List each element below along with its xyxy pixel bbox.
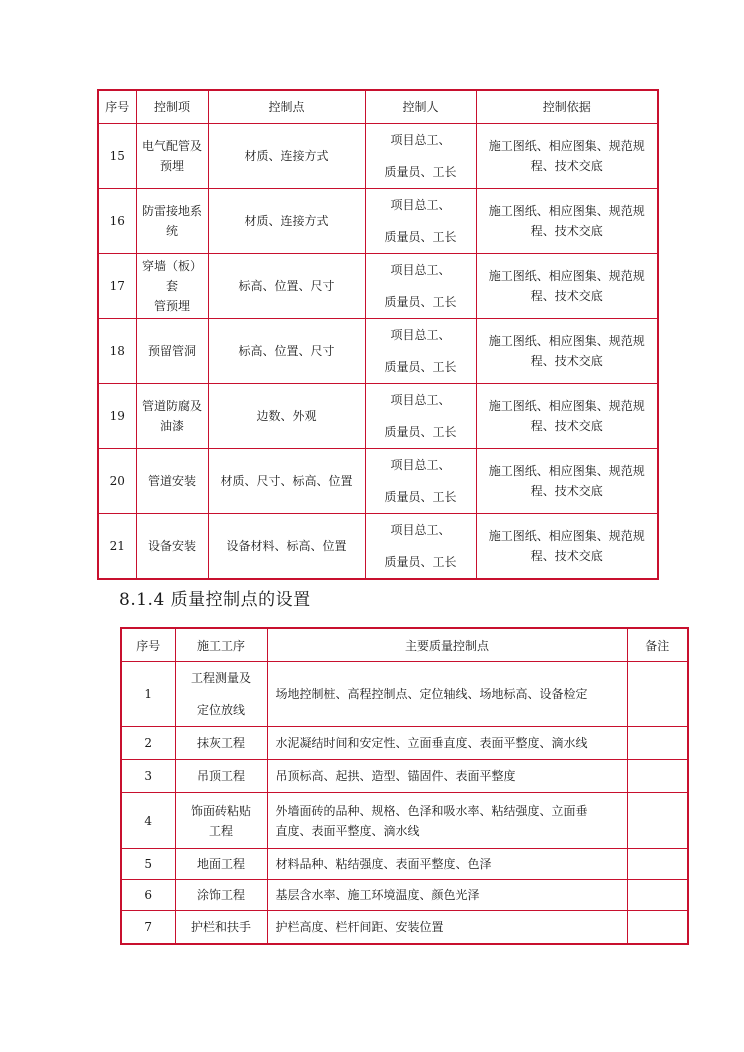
row-seq: 15 [98, 124, 136, 189]
row-control-point: 材质、连接方式 [208, 189, 365, 254]
row-control-basis: 施工图纸、相应图集、规范规 程、技术交底 [476, 319, 658, 384]
header-note: 备注 [627, 628, 688, 662]
header-control-item: 控制项 [136, 90, 208, 124]
row-seq: 17 [98, 254, 136, 319]
table-row [121, 760, 688, 793]
header-controller: 控制人 [365, 90, 476, 124]
row-process: 饰面砖粘贴 工程 [175, 793, 267, 849]
table-header-row [121, 628, 688, 662]
table-row [98, 449, 658, 514]
row-process: 抹灰工程 [175, 727, 267, 760]
header-control-basis: 控制依据 [476, 90, 658, 124]
table-row [121, 849, 688, 880]
row-seq: 4 [121, 793, 175, 849]
row-control-basis: 施工图纸、相应图集、规范规 程、技术交底 [476, 189, 658, 254]
row-control-basis: 施工图纸、相应图集、规范规 程、技术交底 [476, 514, 658, 580]
table-row [121, 793, 688, 849]
row-seq: 1 [121, 662, 175, 727]
row-quality-points: 基层含水率、施工环境温度、颜色光泽 [267, 880, 627, 911]
row-process: 地面工程 [175, 849, 267, 880]
row-controller: 项目总工、 质量员、工长 [365, 449, 476, 514]
row-note [627, 793, 688, 849]
control-table [97, 89, 659, 580]
table-row [98, 189, 658, 254]
row-control-basis: 施工图纸、相应图集、规范规 程、技术交底 [476, 124, 658, 189]
row-control-point: 材质、连接方式 [208, 124, 365, 189]
row-control-item: 穿墙（板）套 管预埋 [136, 254, 208, 319]
row-seq: 6 [121, 880, 175, 911]
row-control-point: 标高、位置、尺寸 [208, 254, 365, 319]
table-row [98, 319, 658, 384]
row-controller: 项目总工、 质量员、工长 [365, 319, 476, 384]
table-row [121, 880, 688, 911]
row-quality-points: 外墙面砖的品种、规格、色泽和吸水率、粘结强度、立面垂 直度、表面平整度、滴水线 [267, 793, 627, 849]
row-control-item: 电气配管及 预埋 [136, 124, 208, 189]
table-header-row [98, 90, 658, 124]
header-quality-points: 主要质量控制点 [267, 628, 627, 662]
row-seq: 5 [121, 849, 175, 880]
row-controller: 项目总工、 质量员、工长 [365, 189, 476, 254]
table-row [121, 727, 688, 760]
row-quality-points: 材料品种、粘结强度、表面平整度、色泽 [267, 849, 627, 880]
row-process: 涂饰工程 [175, 880, 267, 911]
row-controller: 项目总工、 质量员、工长 [365, 384, 476, 449]
row-note [627, 760, 688, 793]
row-seq: 21 [98, 514, 136, 580]
row-controller: 项目总工、 质量员、工长 [365, 254, 476, 319]
table-row [121, 911, 688, 945]
row-control-point: 标高、位置、尺寸 [208, 319, 365, 384]
table-row [98, 514, 658, 580]
header-seq: 序号 [121, 628, 175, 662]
row-seq: 19 [98, 384, 136, 449]
row-seq: 7 [121, 911, 175, 945]
row-seq: 18 [98, 319, 136, 384]
header-seq: 序号 [98, 90, 136, 124]
row-control-point: 边数、外观 [208, 384, 365, 449]
table-row [98, 384, 658, 449]
quality-control-table [120, 627, 689, 945]
row-control-item: 预留管洞 [136, 319, 208, 384]
row-controller: 项目总工、 质量员、工长 [365, 514, 476, 580]
row-quality-points: 水泥凝结时间和安定性、立面垂直度、表面平整度、滴水线 [267, 727, 627, 760]
row-note [627, 727, 688, 760]
row-quality-points: 场地控制桩、高程控制点、定位轴线、场地标高、设备检定 [267, 662, 627, 727]
row-seq: 2 [121, 727, 175, 760]
row-process: 工程测量及 定位放线 [175, 662, 267, 727]
table-row [121, 662, 688, 727]
table-row [98, 124, 658, 189]
row-control-item: 防雷接地系 统 [136, 189, 208, 254]
row-control-basis: 施工图纸、相应图集、规范规 程、技术交底 [476, 384, 658, 449]
row-note [627, 880, 688, 911]
row-control-item: 设备安装 [136, 514, 208, 580]
row-controller: 项目总工、 质量员、工长 [365, 124, 476, 189]
row-process: 吊顶工程 [175, 760, 267, 793]
table-row [98, 254, 658, 319]
row-note [627, 662, 688, 727]
row-note [627, 911, 688, 945]
row-control-item: 管道安装 [136, 449, 208, 514]
header-process: 施工工序 [175, 628, 267, 662]
row-process: 护栏和扶手 [175, 911, 267, 945]
row-control-point: 设备材料、标高、位置 [208, 514, 365, 580]
row-control-item: 管道防腐及 油漆 [136, 384, 208, 449]
row-control-basis: 施工图纸、相应图集、规范规 程、技术交底 [476, 449, 658, 514]
row-quality-points: 吊顶标高、起拱、造型、锚固件、表面平整度 [267, 760, 627, 793]
row-control-point: 材质、尺寸、标高、位置 [208, 449, 365, 514]
section-heading: 8.1.4 质量控制点的设置 [119, 590, 311, 610]
row-seq: 20 [98, 449, 136, 514]
header-control-point: 控制点 [208, 90, 365, 124]
row-control-basis: 施工图纸、相应图集、规范规 程、技术交底 [476, 254, 658, 319]
row-seq: 3 [121, 760, 175, 793]
row-note [627, 849, 688, 880]
row-quality-points: 护栏高度、栏杆间距、安装位置 [267, 911, 627, 945]
row-seq: 16 [98, 189, 136, 254]
